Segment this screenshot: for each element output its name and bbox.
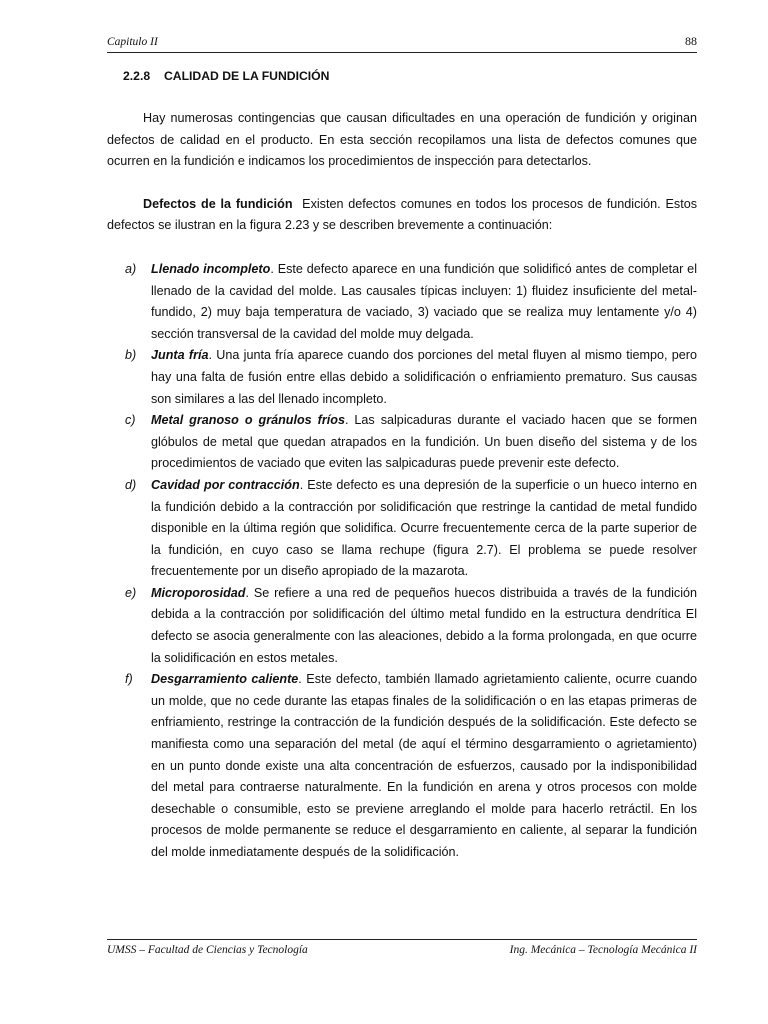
defect-letter: b) <box>125 348 137 363</box>
page-content <box>107 66 697 864</box>
defect-letter: d) <box>125 477 137 492</box>
page-footer <box>107 939 697 956</box>
defect-description: . Este defecto es una depresión de la superficie o un hueco interno en la fundición debido a la contracción por solidificación que restringe la cantidad de metal fundido disponible en la última región que solidifica. Ocurre frecuentemente cerca de la parte superior de la fundición, en cuyo caso se llama rechupe (figura 2.7). El problema se puede resolver frecuentemente por un diseño apropiado de la mazarota. <box>151 477 697 579</box>
section-number: 2.2.8 <box>123 69 151 83</box>
defect-term: Junta fría <box>151 348 209 363</box>
defect-letter: a) <box>125 261 137 276</box>
page-number: 88 <box>685 34 697 48</box>
defect-description: . Las salpicaduras durante el vaciado hacen que se formen glóbulos de metal que quedan atrapados en la fundición. Un buen diseño del sistema y de los procedimientos de vaciado que eviten las salpicaduras puede prevenir este defecto. <box>151 413 698 471</box>
defect-term: Cavidad por contracción <box>151 477 300 492</box>
defect-letter: e) <box>125 585 137 600</box>
defect-term: Microporosidad <box>151 585 246 600</box>
section-title-text: CALIDAD DE LA FUNDICIÓN <box>164 69 330 83</box>
footer-left: UMSS – Facultad de Ciencias y Tecnología <box>107 944 308 956</box>
defect-term: Desgarramiento caliente <box>151 672 299 687</box>
defect-term: Metal granoso o gránulos fríos <box>151 413 345 428</box>
defect-term: Llenado incompleto <box>151 261 271 276</box>
page-header <box>107 34 697 53</box>
defect-item-f <box>107 669 697 863</box>
defect-letter: f) <box>125 672 133 687</box>
defects-intro-paragraph <box>107 194 697 237</box>
defect-item-b <box>107 345 697 410</box>
defect-description: . Este defecto aparece en una fundición que solidificó antes de completar el llenado de la cavidad del molde. Las causales típicas incluyen: 1) fluidez insuficiente del metal-fundido, 2) muy baja temperatura de vaciado, 3) vaciado que se realiza muy lentamente y/o 4) sección transversal de la cavidad del molde muy delgada. <box>151 261 697 341</box>
defect-item-d <box>107 475 697 583</box>
defect-description: . Se refiere a una red de pequeños huecos distribuida a través de la fundición debida a la contracción por solidificación del último metal fundido en la estructura dendrítica El defecto se asocia generalmente con las aleaciones, debido a la forma prolongada, en que ocurre la solidificación en estos metales. <box>151 585 697 665</box>
defects-lead: Defectos de la fundición <box>143 196 293 211</box>
defect-item-e <box>107 583 697 669</box>
defect-description: . Una junta fría aparece cuando dos porciones del metal fluyen al mismo tiempo, pero hay una falta de fusión entre ellas debido a solidificación o enfriamiento prematuro. Sus causas son similares a las del llenado incompleto. <box>151 348 697 406</box>
defects-intro-text: Existen defectos comunes en todos los procesos de fundición. Estos defectos se ilustran en la figura 2.23 y se describen brevemente a continuación: <box>107 196 697 233</box>
defect-item-c <box>107 410 697 475</box>
intro-paragraph: Hay numerosas contingencias que causan dificultades en una operación de fundición y originan defectos de calidad en el producto. En esta sección recopilamos una lista de defectos comunes que ocurren en la fundición e indicamos los procedimientos de inspección para detectarlos. <box>107 111 697 169</box>
footer-right: Ing. Mecánica – Tecnología Mecánica II <box>509 944 697 956</box>
defect-description: . Este defecto, también llamado agrietamiento caliente, ocurre cuando un molde, que no cede durante las etapas finales de la solidificación o en las etapas primeras de enfriamiento, restringe la contracción de la fundición después de la solidificación. Este defecto se manifiesta como una separación del metal (de aquí el término desgarramiento o agrietamiento) en un punto donde existe una alta concentración de esfuerzos, causado por la indisponibilidad del metal para contraerse naturalmente. En la fundición en arena y otros procesos con molde desechable o consumible, esto se previene arreglando el molde para hacerlo retráctil. En los procesos de molde permanente se reduce el desgarramiento en caliente, al separar la fundición del molde inmediatamente después de la solidificación. <box>151 672 697 859</box>
defect-letter: c) <box>125 413 136 428</box>
chapter-label: Capitulo II <box>107 36 158 48</box>
defects-list <box>107 259 697 864</box>
defect-item-a <box>107 259 697 345</box>
section-title <box>123 66 697 86</box>
